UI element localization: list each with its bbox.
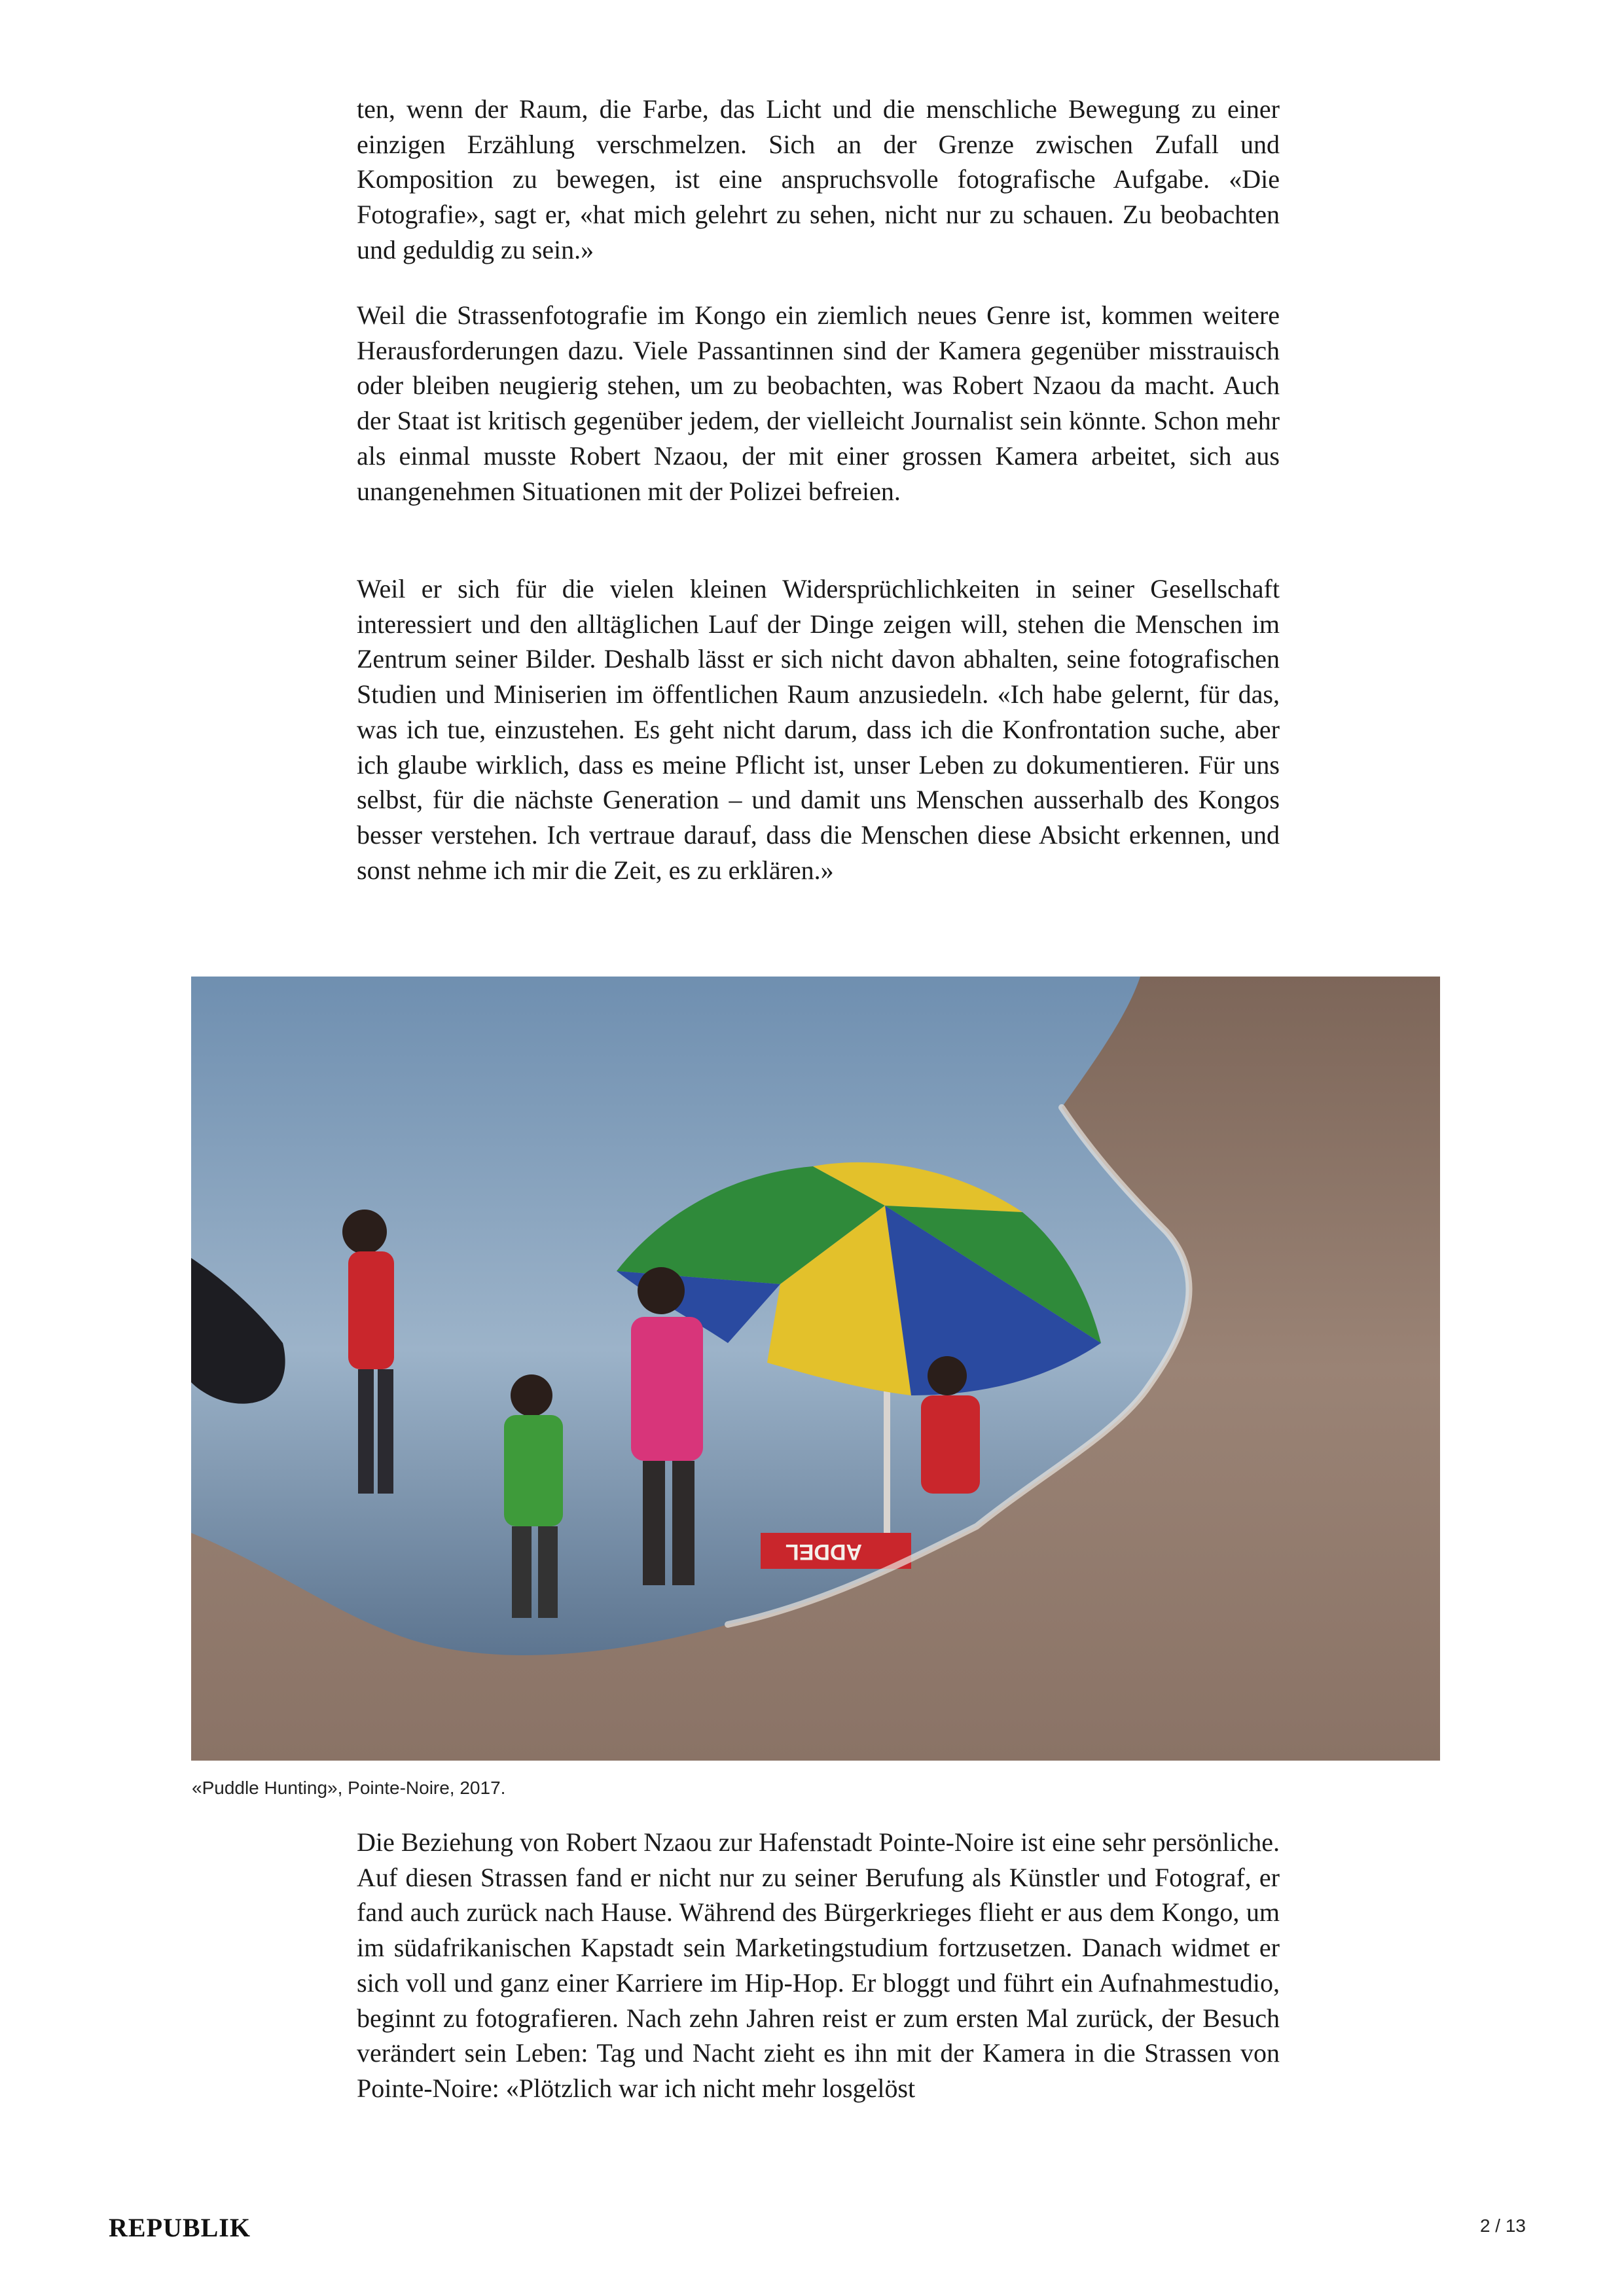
body-paragraph-1: ten, wenn der Raum, die Farbe, das Licht und die menschliche Bewegung zu einer einzigen Erzählung verschmelzen. Sich an der Grenze zwischen Zufall und Komposition zu bewegen, ist eine anspruchsvolle fotografische Aufgabe. «Die Fotografie», sagt er, «hat mich gelehrt zu sehen, nicht nur zu schauen. Zu beobachten und geduldig zu sein.» bbox=[357, 94, 1280, 264]
body-paragraph-4: Die Beziehung von Robert Nzaou zur Hafenstadt Pointe-Noire ist eine sehr persönliche. Auf diesen Strassen fand er nicht nur zu seiner Berufung als Künstler und Fotograf, er fand auch zurück nach Hause. Während des Bürgerkrieges flieht er aus dem Kongo, um im südafrikanischen Kapstadt sein Marketingstudium fortzusetzen. Danach widmet er sich voll und ganz einer Karriere im Hip-Hop. Er bloggt und führt ein Aufnahmestudio, beginnt zu fotografieren. Nach zehn Jahren reist er zum ersten Mal zurück, der Besuch verändert sein Leben: Tag und Nacht zieht es ihn mit der Kamera in die Strassen von Pointe-Noire: «Plötzlich war ich nicht mehr losgelöst bbox=[357, 1827, 1280, 2103]
puddle-hunting-photo bbox=[191, 977, 1440, 1761]
page-number: 2 / 13 bbox=[1479, 2215, 1526, 2236]
body-paragraph-3: Weil er sich für die vielen kleinen Widersprüchlichkeiten in seiner Gesellschaft interessiert und den alltäglichen Lauf der Dinge zeigen will, stehen die Menschen im Zentrum seiner Bilder. Deshalb lässt er sich nicht davon abhalten, seine fotografischen Studien und Miniserien im öffentlichen Raum anzusiedeln. «Ich habe gelernt, für das, was ich tue, einzustehen. Es geht nicht darum, dass ich die Konfrontation suche, aber ich glaube wirklich, dass es meine Pflicht ist, unser Leben zu dokumentieren. Für uns selbst, für die nächste Generation – und damit uns Menschen ausserhalb des Kongos besser verstehen. Ich vertraue darauf, dass die Menschen diese Absicht erkennen, und sonst nehme ich mir die Zeit, es zu erklären.» bbox=[357, 574, 1280, 885]
photo-illustration bbox=[191, 977, 1440, 1761]
stall-sign: ADDEL bbox=[785, 1539, 862, 1564]
republik-logo[interactable]: REPUBLIK bbox=[109, 2213, 251, 2242]
photo-caption: «Puddle Hunting», Pointe-Noire, 2017. bbox=[192, 1778, 506, 1798]
body-paragraph-2: Weil die Strassenfotografie im Kongo ein ziemlich neues Genre ist, kommen weitere Herausforderungen dazu. Viele Passantinnen sind der Kamera gegenüber misstrauisch oder bleiben neugierig stehen, um zu beobachten, was Robert Nzaou da macht. Auch der Staat ist kritisch gegenüber jedem, der vielleicht Journalist sein könnte. Schon mehr als einmal musste Robert Nzaou, der mit einer grossen Kamera arbeitet, sich aus unangenehmen Situationen mit der Polizei befreien. bbox=[357, 300, 1280, 506]
